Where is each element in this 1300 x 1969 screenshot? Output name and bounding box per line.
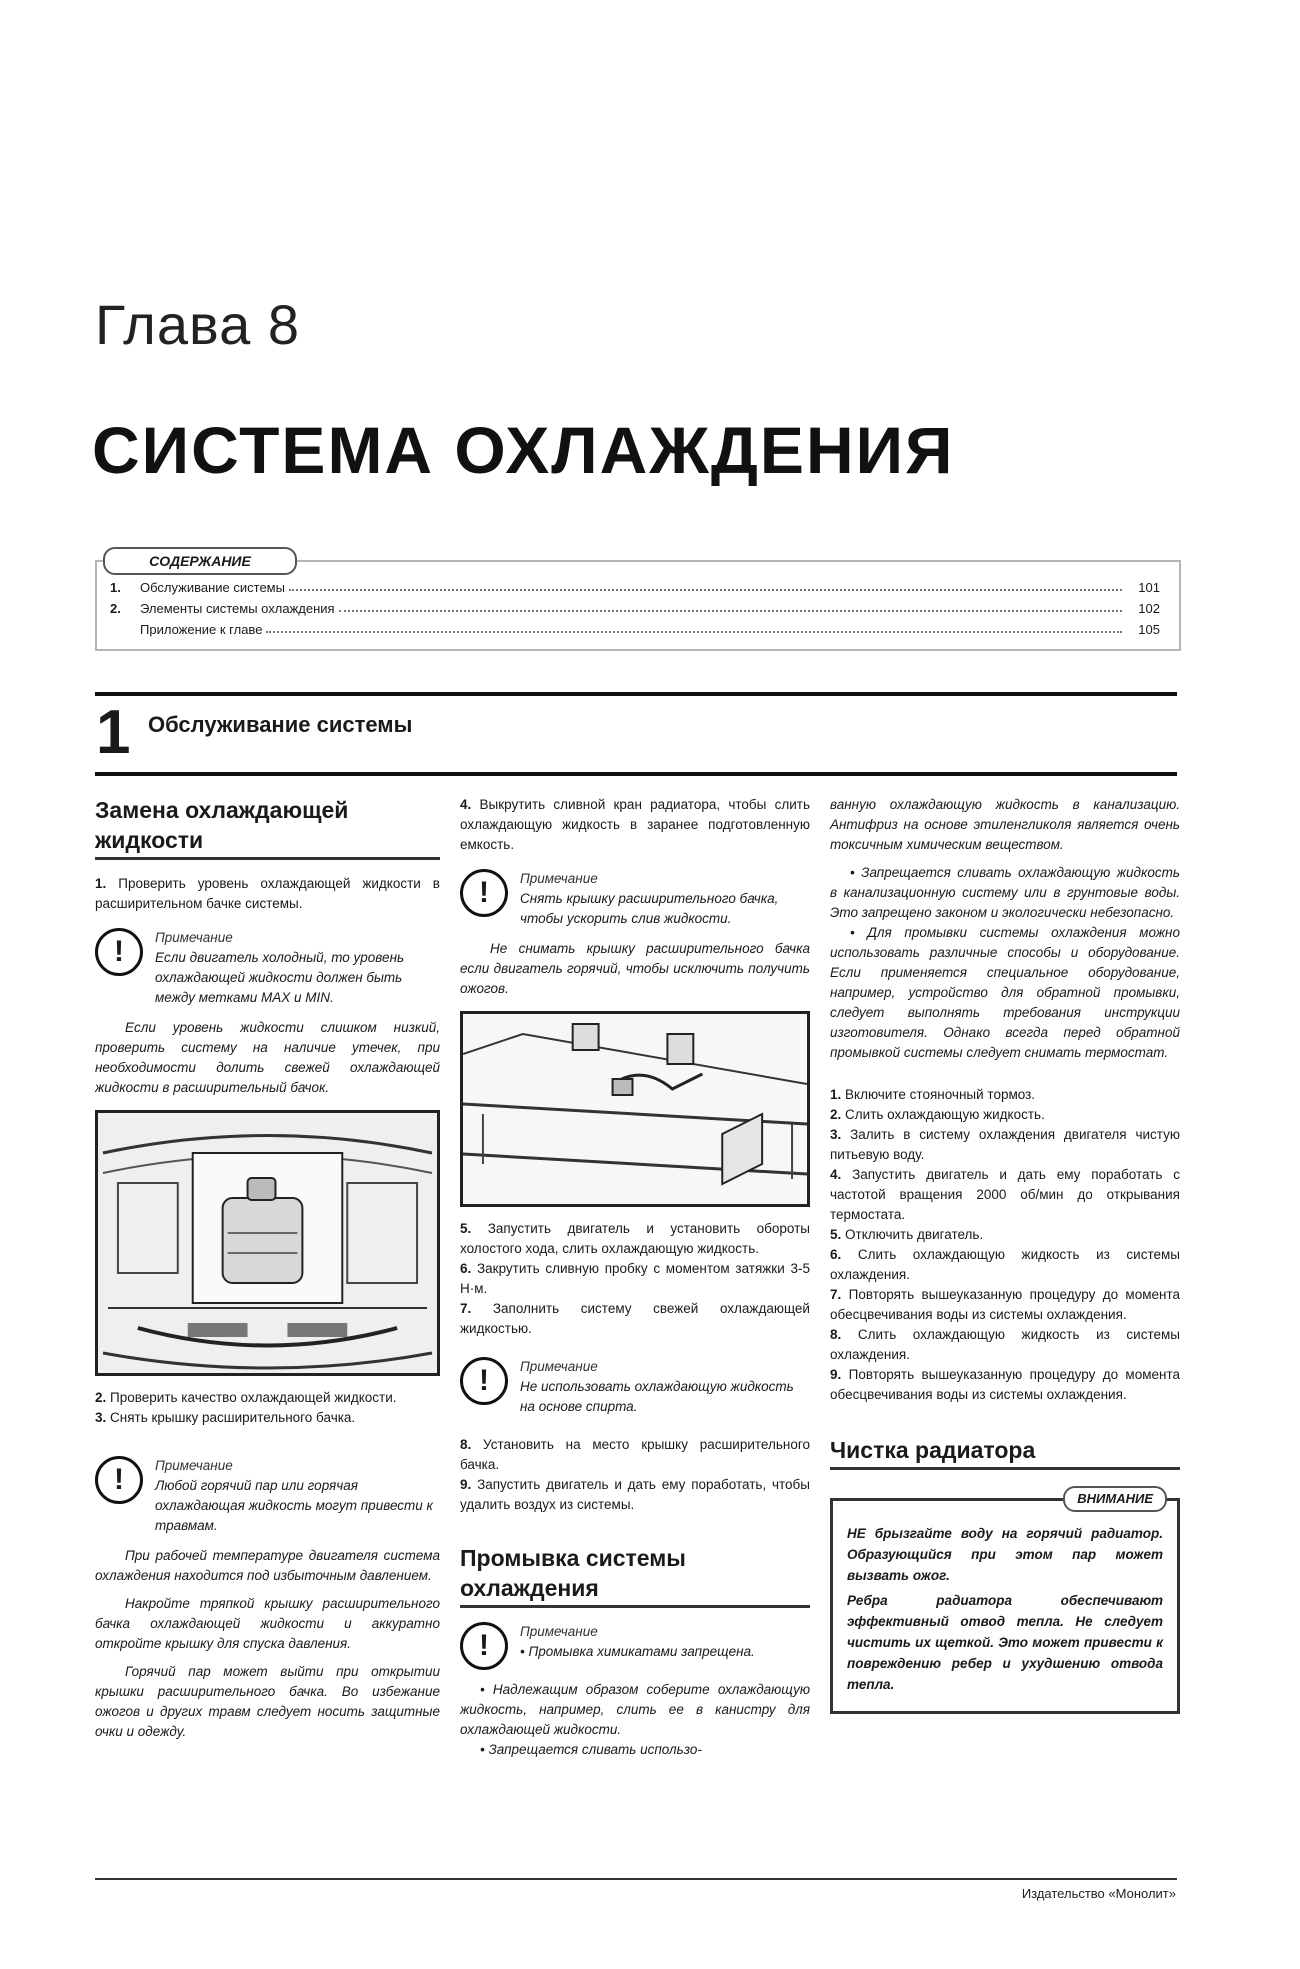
note-block bbox=[95, 928, 440, 1008]
flush-step: 3. Залить в систему охлаждения двигателя чистую питьевую воду. bbox=[830, 1127, 1180, 1162]
toc-leader bbox=[339, 610, 1122, 612]
section-rule-top bbox=[95, 692, 1177, 696]
note-continuation: Горячий пар может выйти при открытии крышки расширительного бачка. Во избежание ожогов и других травм следует носить защитные очки и одежду. bbox=[95, 1664, 440, 1739]
note-heading: Примечание bbox=[520, 1624, 598, 1639]
note-bullet: • Запрещается сливать охлаждающую жидкость в канализационную систему или в грунтовые воды. Это запрещено законом и экологически небезопасно. bbox=[830, 865, 1180, 920]
section-rule-bottom bbox=[95, 772, 1177, 776]
toc-item[interactable] bbox=[110, 598, 1160, 616]
step-1: 1. Проверить уровень охлаждающей жидкости в расширительном бачке системы. bbox=[95, 876, 440, 911]
subsection-heading: Промывка системы охлаждения bbox=[460, 1543, 810, 1608]
toc-item-page: 101 bbox=[1138, 580, 1160, 595]
flush-step: 9. Повторять вышеуказанную процедуру до момента обесцвечивания воды из системы охлаждения. bbox=[830, 1367, 1180, 1402]
subsection-heading: Чистка радиатора bbox=[830, 1435, 1180, 1470]
flush-step: 5. Отключить двигатель. bbox=[830, 1227, 984, 1242]
engine-bay-figure bbox=[95, 1110, 440, 1376]
toc-item-number: 1. bbox=[110, 580, 121, 595]
note-continuation: Не снимать крышку расширительного бачка если двигатель горячий, чтобы исключить получить ожогов. bbox=[460, 941, 810, 996]
flush-step: 7. Повторять вышеуказанную процедуру до момента обесцвечивания воды из системы охлаждения. bbox=[830, 1287, 1180, 1322]
note-heading: Примечание bbox=[155, 930, 233, 945]
note-continuation: ванную охлаждающую жидкость в канализацию. Антифриз на основе этиленгликоля является очень токсичным химическим веществом. bbox=[830, 797, 1180, 852]
note-bullet: • Промывка химикатами запрещена. bbox=[520, 1644, 755, 1659]
note-bullet: • Надлежащим образом соберите охлаждающую жидкость, например, слить ее в канистру для охлаждающей жидкости. bbox=[460, 1682, 810, 1737]
toc-label: СОДЕРЖАНИЕ bbox=[103, 547, 297, 575]
step-4: 4. Выкрутить сливной кран радиатора, чтобы слить охлаждающую жидкость в заранее подготовленную емкость. bbox=[460, 797, 810, 852]
radiator-drain-figure bbox=[460, 1011, 810, 1207]
chapter-label: Глава 8 bbox=[95, 293, 300, 356]
note-heading: Примечание bbox=[520, 1359, 598, 1374]
toc-item-page: 105 bbox=[1138, 622, 1160, 637]
note-bullet: • Для промывки системы охлаждения можно использовать различные способы и оборудование. Если применяется специальное оборудование, например, устройство для обратной промывки, следует выполнять требования инструкции изготовителя. Однако всегда перед обратной промывкой системы следует снимать термостат. bbox=[830, 925, 1180, 1060]
note-heading: Примечание bbox=[155, 1458, 233, 1473]
step-7: 7. Заполнить систему свежей охлаждающей жидкостью. bbox=[460, 1301, 810, 1336]
flush-step: 2. Слить охлаждающую жидкость. bbox=[830, 1107, 1045, 1122]
column-3 bbox=[830, 795, 1180, 1714]
note-block bbox=[460, 1357, 810, 1417]
note-text: Если двигатель холодный, то уровень охлаждающей жидкости должен быть между метками MAX и MIN. bbox=[155, 950, 405, 1005]
toc-item[interactable] bbox=[110, 577, 1160, 595]
exclamation-icon: ! bbox=[460, 1622, 508, 1670]
publisher-footer: Издательство «Монолит» bbox=[1021, 1886, 1176, 1901]
warning-text: НЕ брызгайте воду на горячий радиатор. Образующийся при этом пар может вызвать ожог. bbox=[847, 1526, 1163, 1583]
subsection-heading: Замена охлаждающей жидкости bbox=[95, 795, 440, 860]
toc-item-title: Приложение к главе bbox=[140, 622, 263, 637]
step-5: 5. Запустить двигатель и установить обороты холостого хода, слить охлаждающую жидкость. bbox=[460, 1221, 810, 1256]
toc-item-title: Обслуживание системы bbox=[140, 580, 285, 595]
column-2 bbox=[460, 795, 810, 1760]
toc-leader bbox=[289, 589, 1122, 591]
note-block bbox=[460, 869, 810, 929]
radiator-illustration bbox=[463, 1014, 807, 1204]
section-number: 1 bbox=[96, 698, 131, 767]
column-1 bbox=[95, 795, 440, 1750]
toc-item-page: 102 bbox=[1138, 601, 1160, 616]
note-continuation: Если уровень жидкости слишком низкий, проверить систему на наличие утечек, при необходимости долить свежей охлаждающей жидкости в расширительный бачок. bbox=[95, 1020, 440, 1095]
step-2: 2. Проверить качество охлаждающей жидкости. bbox=[95, 1390, 397, 1405]
exclamation-icon: ! bbox=[460, 1357, 508, 1405]
exclamation-icon: ! bbox=[95, 1456, 143, 1504]
exclamation-icon: ! bbox=[95, 928, 143, 976]
flush-step: 4. Запустить двигатель и дать ему поработать с частотой вращения 2000 об/мин до открывания термостата. bbox=[830, 1167, 1180, 1222]
section-title: Обслуживание системы bbox=[148, 712, 413, 737]
warning-box bbox=[830, 1491, 1180, 1714]
step-6: 6. Закрутить сливную пробку с моментом затяжки 3-5 Н·м. bbox=[460, 1261, 810, 1296]
toc-item-number: 2. bbox=[110, 601, 121, 616]
note-heading: Примечание bbox=[520, 871, 598, 886]
note-text: Любой горячий пар или горячая охлаждающая жидкость могут привести к травмам. bbox=[155, 1478, 433, 1533]
toc-item[interactable] bbox=[110, 619, 1160, 637]
flush-step: 1. Включите стояночный тормоз. bbox=[830, 1087, 1036, 1102]
engine-bay-illustration bbox=[98, 1113, 437, 1373]
step-3: 3. Снять крышку расширительного бачка. bbox=[95, 1410, 356, 1425]
note-bullet: • Запрещается сливать использо- bbox=[480, 1742, 702, 1757]
flush-step: 8. Слить охлаждающую жидкость из системы охлаждения. bbox=[830, 1327, 1180, 1362]
warning-label: ВНИМАНИЕ bbox=[1063, 1486, 1167, 1512]
toc-item-title: Элементы системы охлаждения bbox=[140, 601, 335, 616]
footer-rule bbox=[95, 1878, 1177, 1880]
note-text: Снять крышку расширительного бачка, чтобы ускорить слив жидкости. bbox=[520, 891, 779, 926]
flush-step: 6. Слить охлаждающую жидкость из системы охлаждения. bbox=[830, 1247, 1180, 1282]
note-block bbox=[460, 1622, 810, 1670]
warning-text: Ребра радиатора обеспечивают эффективный отвод тепла. Не следует чистить их щеткой. Это может привести к повреждению ребер и ухудшению отвода тепла. bbox=[847, 1593, 1163, 1692]
note-continuation: Накройте тряпкой крышку расширительного бачка охлаждающей жидкости и аккуратно откройте крышку для спуска давления. bbox=[95, 1596, 440, 1651]
note-continuation: При рабочей температуре двигателя система охлаждения находится под избыточным давлением. bbox=[95, 1548, 440, 1583]
toc-leader bbox=[266, 631, 1122, 633]
step-8: 8. Установить на место крышку расширительного бачка. bbox=[460, 1437, 810, 1472]
note-text: Не использовать охлаждающую жидкость на основе спирта. bbox=[520, 1379, 794, 1414]
note-block bbox=[95, 1456, 440, 1536]
step-9: 9. Запустить двигатель и дать ему поработать, чтобы удалить воздух из системы. bbox=[460, 1477, 810, 1512]
exclamation-icon: ! bbox=[460, 869, 508, 917]
page-title: СИСТЕМА ОХЛАЖДЕНИЯ bbox=[92, 413, 955, 487]
